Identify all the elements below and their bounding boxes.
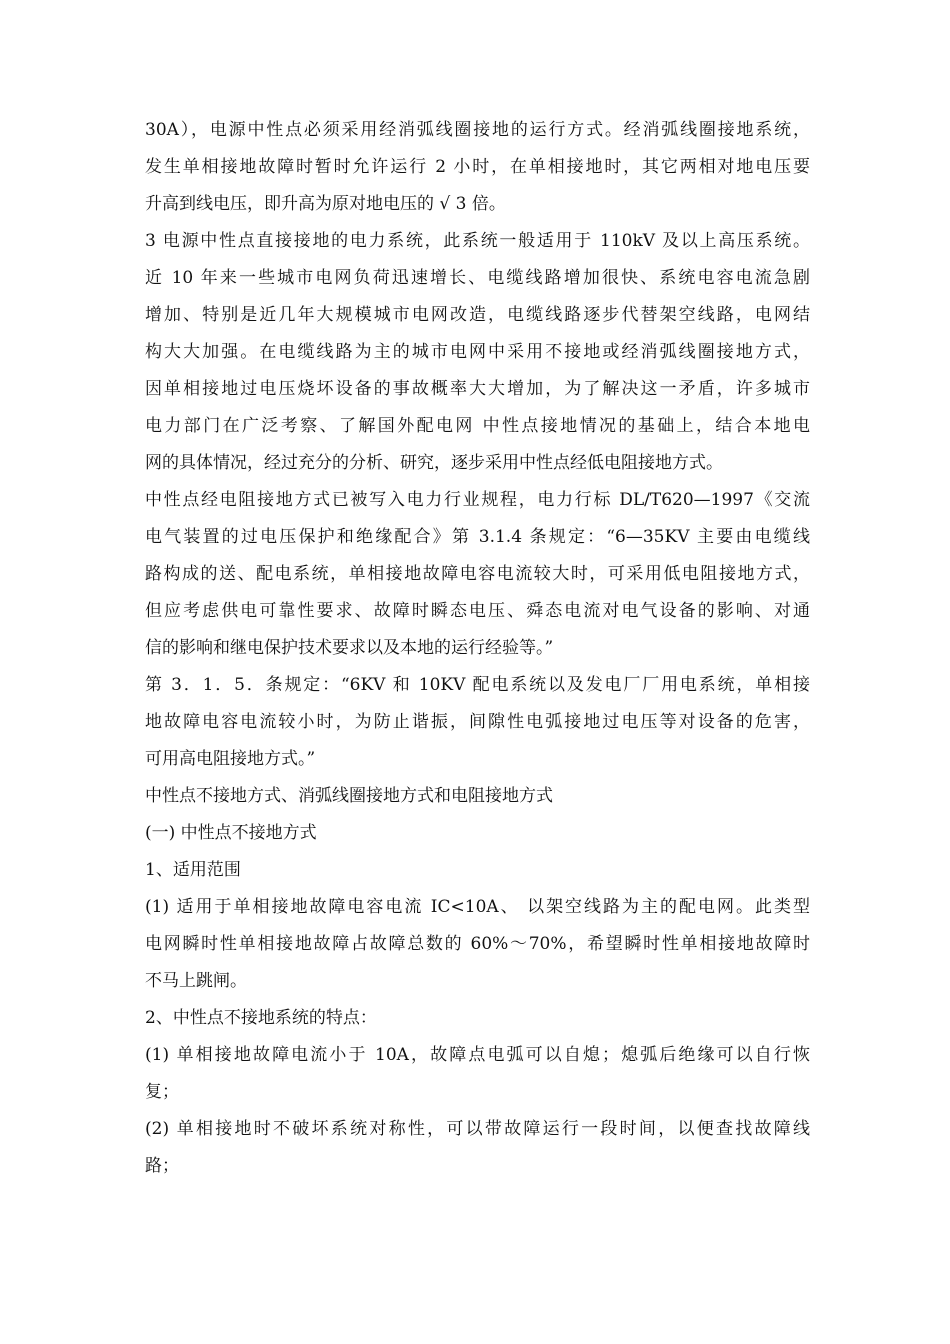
text-line: 可用高电阻接地方式。” <box>145 749 316 769</box>
section-heading: 中性点不接地方式、消弧线圈接地方式和电阻接地方式 <box>145 786 553 806</box>
text-line: 地故障电容电流较小时，为防止谐振，间隙性电弧接地过电压等对设备的危害， <box>145 712 810 732</box>
text-line: (1) 单相接地故障电流小于 10A，故障点电弧可以自熄；熄弧后绝缘可以自行恢 <box>145 1045 810 1065</box>
text-line: 中性点经电阻接地方式已被写入电力行业规程，电力行标 DL/T620—1997《交流 <box>145 490 810 510</box>
text-line: 网的具体情况，经过充分的分析、研究，逐步采用中性点经低电阻接地方式。 <box>145 453 723 473</box>
text-line: 信的影响和继电保护技术要求以及本地的运行经验等。” <box>145 638 554 658</box>
text-line: 路构成的送、配电系统，单相接地故障电容电流较大时，可采用低电阻接地方式， <box>145 564 810 584</box>
text-line: 因单相接地过电压烧坏设备的事故概率大大增加，为了解决这一矛盾，许多城市 <box>145 379 810 399</box>
text-line: 增加、特别是近几年大规模城市电网改造，电缆线路逐步代替架空线路，电网结 <box>145 305 810 325</box>
item-heading: 2、中性点不接地系统的特点： <box>145 1008 377 1028</box>
text-line: 路； <box>145 1156 179 1176</box>
document-page <box>145 112 810 1185</box>
text-line: 不马上跳闸。 <box>145 971 247 991</box>
text-line: 但应考虑供电可靠性要求、故障时瞬态电压、舜态电流对电气设备的影响、对通 <box>145 601 810 621</box>
text-line: 发生单相接地故障时暂时允许运行 2 小时，在单相接地时，其它两相对地电压要 <box>145 157 810 177</box>
text-line: 电力部门在广泛考察、了解国外配电网 中性点接地情况的基础上，结合本地电 <box>145 416 810 436</box>
subsection-heading: (一) 中性点不接地方式 <box>145 823 317 843</box>
text-line: 近 10 年来一些城市电网负荷迅速增长、电缆线路增加很快、系统电容电流急剧 <box>145 268 810 288</box>
text-line: 升高到线电压，即升高为原对地电压的 √ 3 倍。 <box>145 194 506 214</box>
item-heading: 1、适用范围 <box>145 860 241 880</box>
text-line: 复； <box>145 1082 179 1102</box>
text-line: (1) 适用于单相接地故障电容电流 IC<10A、 以架空线路为主的配电网。此类型 <box>145 897 810 917</box>
text-line: 3 电源中性点直接接地的电力系统，此系统一般适用于 110kV 及以上高压系统。 <box>145 231 810 251</box>
text-line: 电气装置的过电压保护和绝缘配合》第 3.1.4 条规定：“6—35KV 主要由电缆线 <box>145 527 810 547</box>
text-line: 电网瞬时性单相接地故障占故障总数的 60%～70%，希望瞬时性单相接地故障时 <box>145 934 810 954</box>
text-line: (2) 单相接地时不破坏系统对称性，可以带故障运行一段时间，以便查找故障线 <box>145 1119 810 1139</box>
text-line: 30A），电源中性点必须采用经消弧线圈接地的运行方式。经消弧线圈接地系统， <box>145 120 810 140</box>
text-line: 构大大加强。在电缆线路为主的城市电网中采用不接地或经消弧线圈接地方式， <box>145 342 810 362</box>
text-line: 第 3．1．5．条规定：“6KV 和 10KV 配电系统以及发电厂厂用电系统，单相接 <box>145 675 810 695</box>
